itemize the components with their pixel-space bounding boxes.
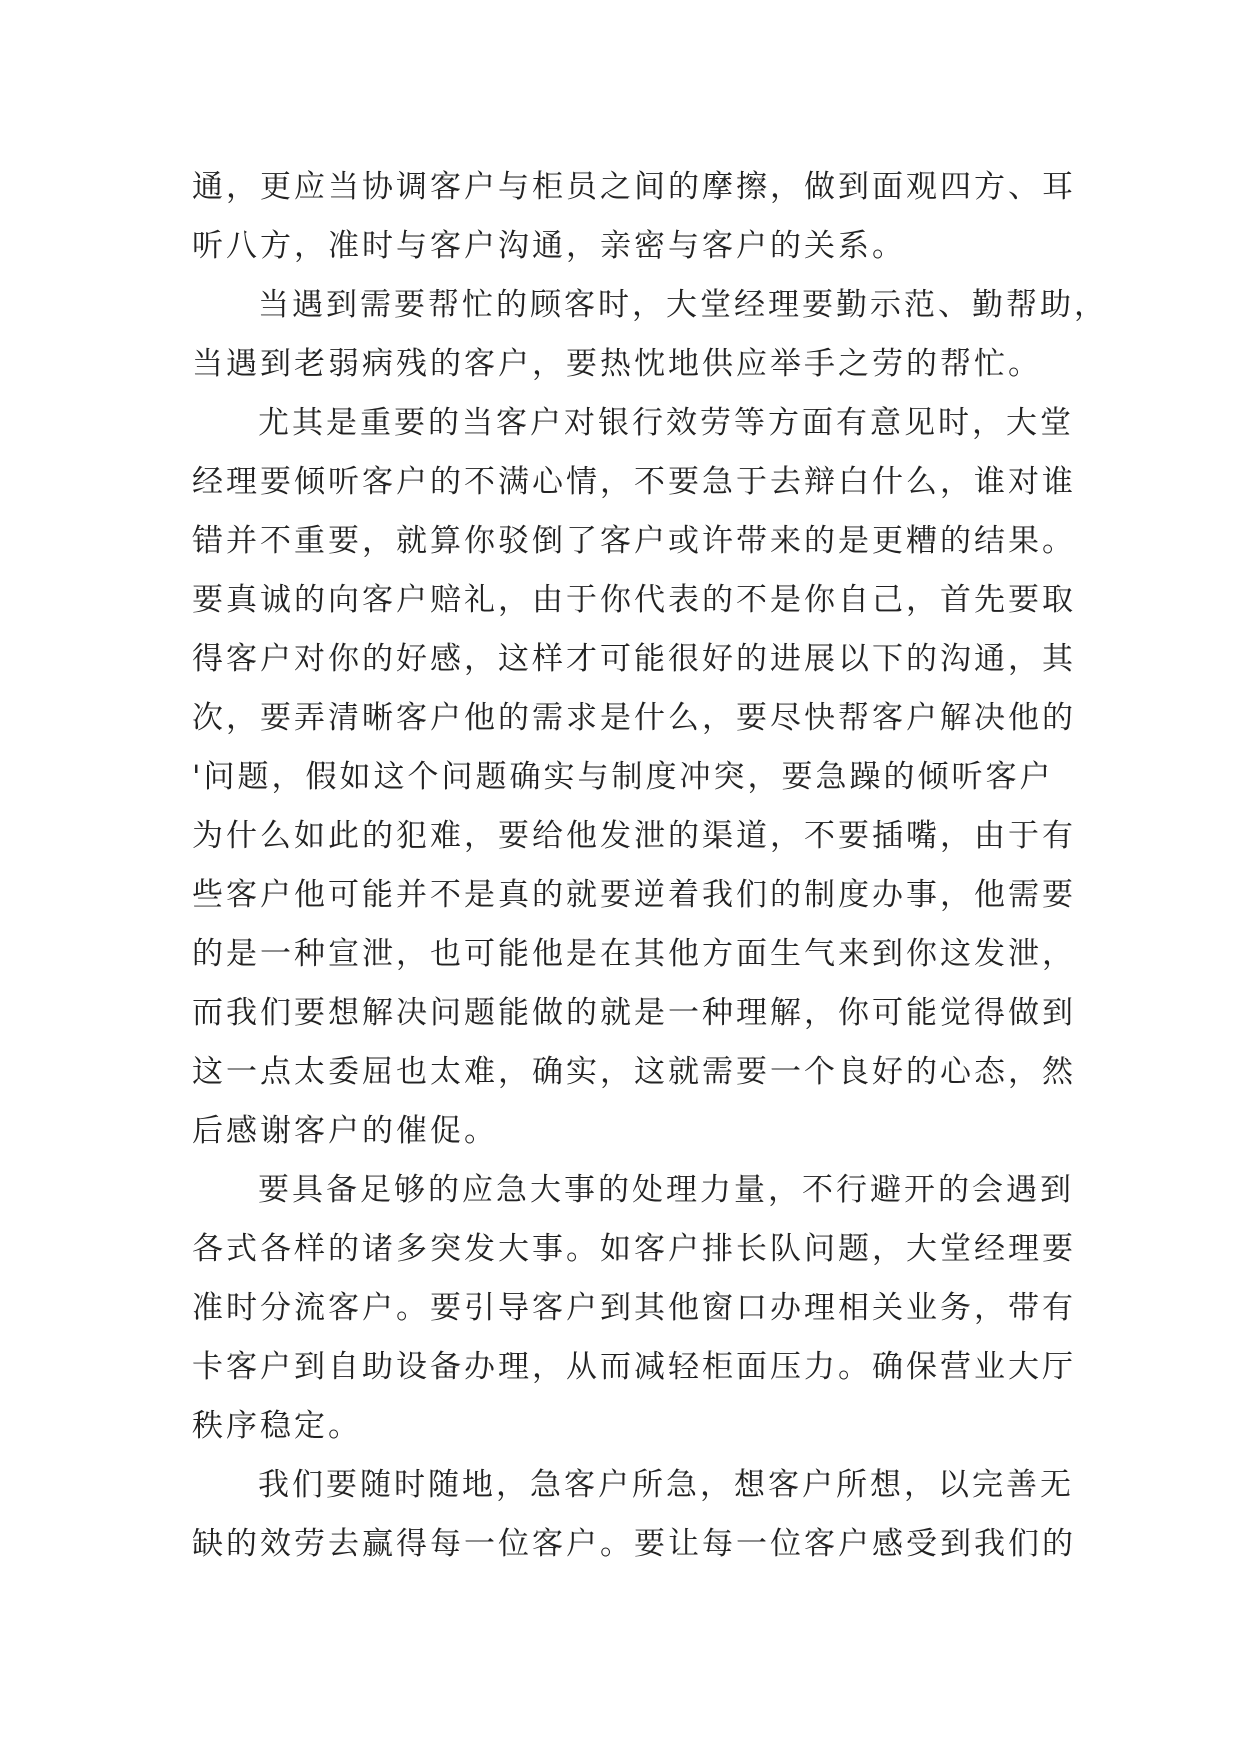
text-line: 当遇到老弱病残的客户，要热忱地供应举手之劳的帮忙。 <box>192 346 1042 382</box>
text-line: 错并不重要，就算你驳倒了客户或许带来的是更糟的结果。 <box>192 523 1076 559</box>
text-line: 我们要随时随地，急客户所急，想客户所想，以完善无 <box>258 1467 1074 1503</box>
text-line: 卡客户到自助设备办理，从而减轻柜面压力。确保营业大厅 <box>192 1349 1076 1385</box>
text-line: 秩序稳定。 <box>192 1408 362 1444</box>
text-line: 尤其是重要的当客户对银行效劳等方面有意见时，大堂 <box>258 405 1074 441</box>
text-line: 听八方，准时与客户沟通，亲密与客户的关系。 <box>192 228 906 264</box>
text-line: 这一点太委屈也太难，确实，这就需要一个良好的心态，然 <box>192 1054 1076 1090</box>
document-body <box>192 158 1108 1574</box>
text-line: 要具备足够的应急大事的处理力量，不行避开的会遇到 <box>258 1172 1074 1208</box>
text-line: 次，要弄清晰客户他的需求是什么，要尽快帮客户解决他的 <box>192 700 1076 736</box>
text-line: 的是一种宣泄，也可能他是在其他方面生气来到你这发泄， <box>192 936 1076 972</box>
text-line: 些客户他可能并不是真的就要逆着我们的制度办事，他需要 <box>192 877 1076 913</box>
text-line: 各式各样的诸多突发大事。如客户排长队问题，大堂经理要 <box>192 1231 1076 1267</box>
text-line: 缺的效劳去赢得每一位客户。要让每一位客户感受到我们的 <box>192 1526 1076 1562</box>
text-line: '问题，假如这个问题确实与制度冲突，要急躁的倾听客户 <box>192 759 1054 795</box>
text-line: 得客户对你的好感，这样才可能很好的进展以下的沟通，其 <box>192 641 1076 677</box>
text-line: 后感谢客户的催促。 <box>192 1113 498 1149</box>
text-line: 准时分流客户。要引导客户到其他窗口办理相关业务，带有 <box>192 1290 1076 1326</box>
text-line: 通，更应当协调客户与柜员之间的摩擦，做到面观四方、耳 <box>192 169 1076 205</box>
text-line: 为什么如此的犯难，要给他发泄的渠道，不要插嘴，由于有 <box>192 818 1076 854</box>
text-line: 经理要倾听客户的不满心情，不要急于去辩白什么，谁对谁 <box>192 464 1076 500</box>
text-line: 当遇到需要帮忙的顾客时，大堂经理要勤示范、勤帮助， <box>258 287 1108 323</box>
text-line: 要真诚的向客户赔礼，由于你代表的不是你自己，首先要取 <box>192 582 1076 618</box>
text-line: 而我们要想解决问题能做的就是一种理解，你可能觉得做到 <box>192 995 1076 1031</box>
